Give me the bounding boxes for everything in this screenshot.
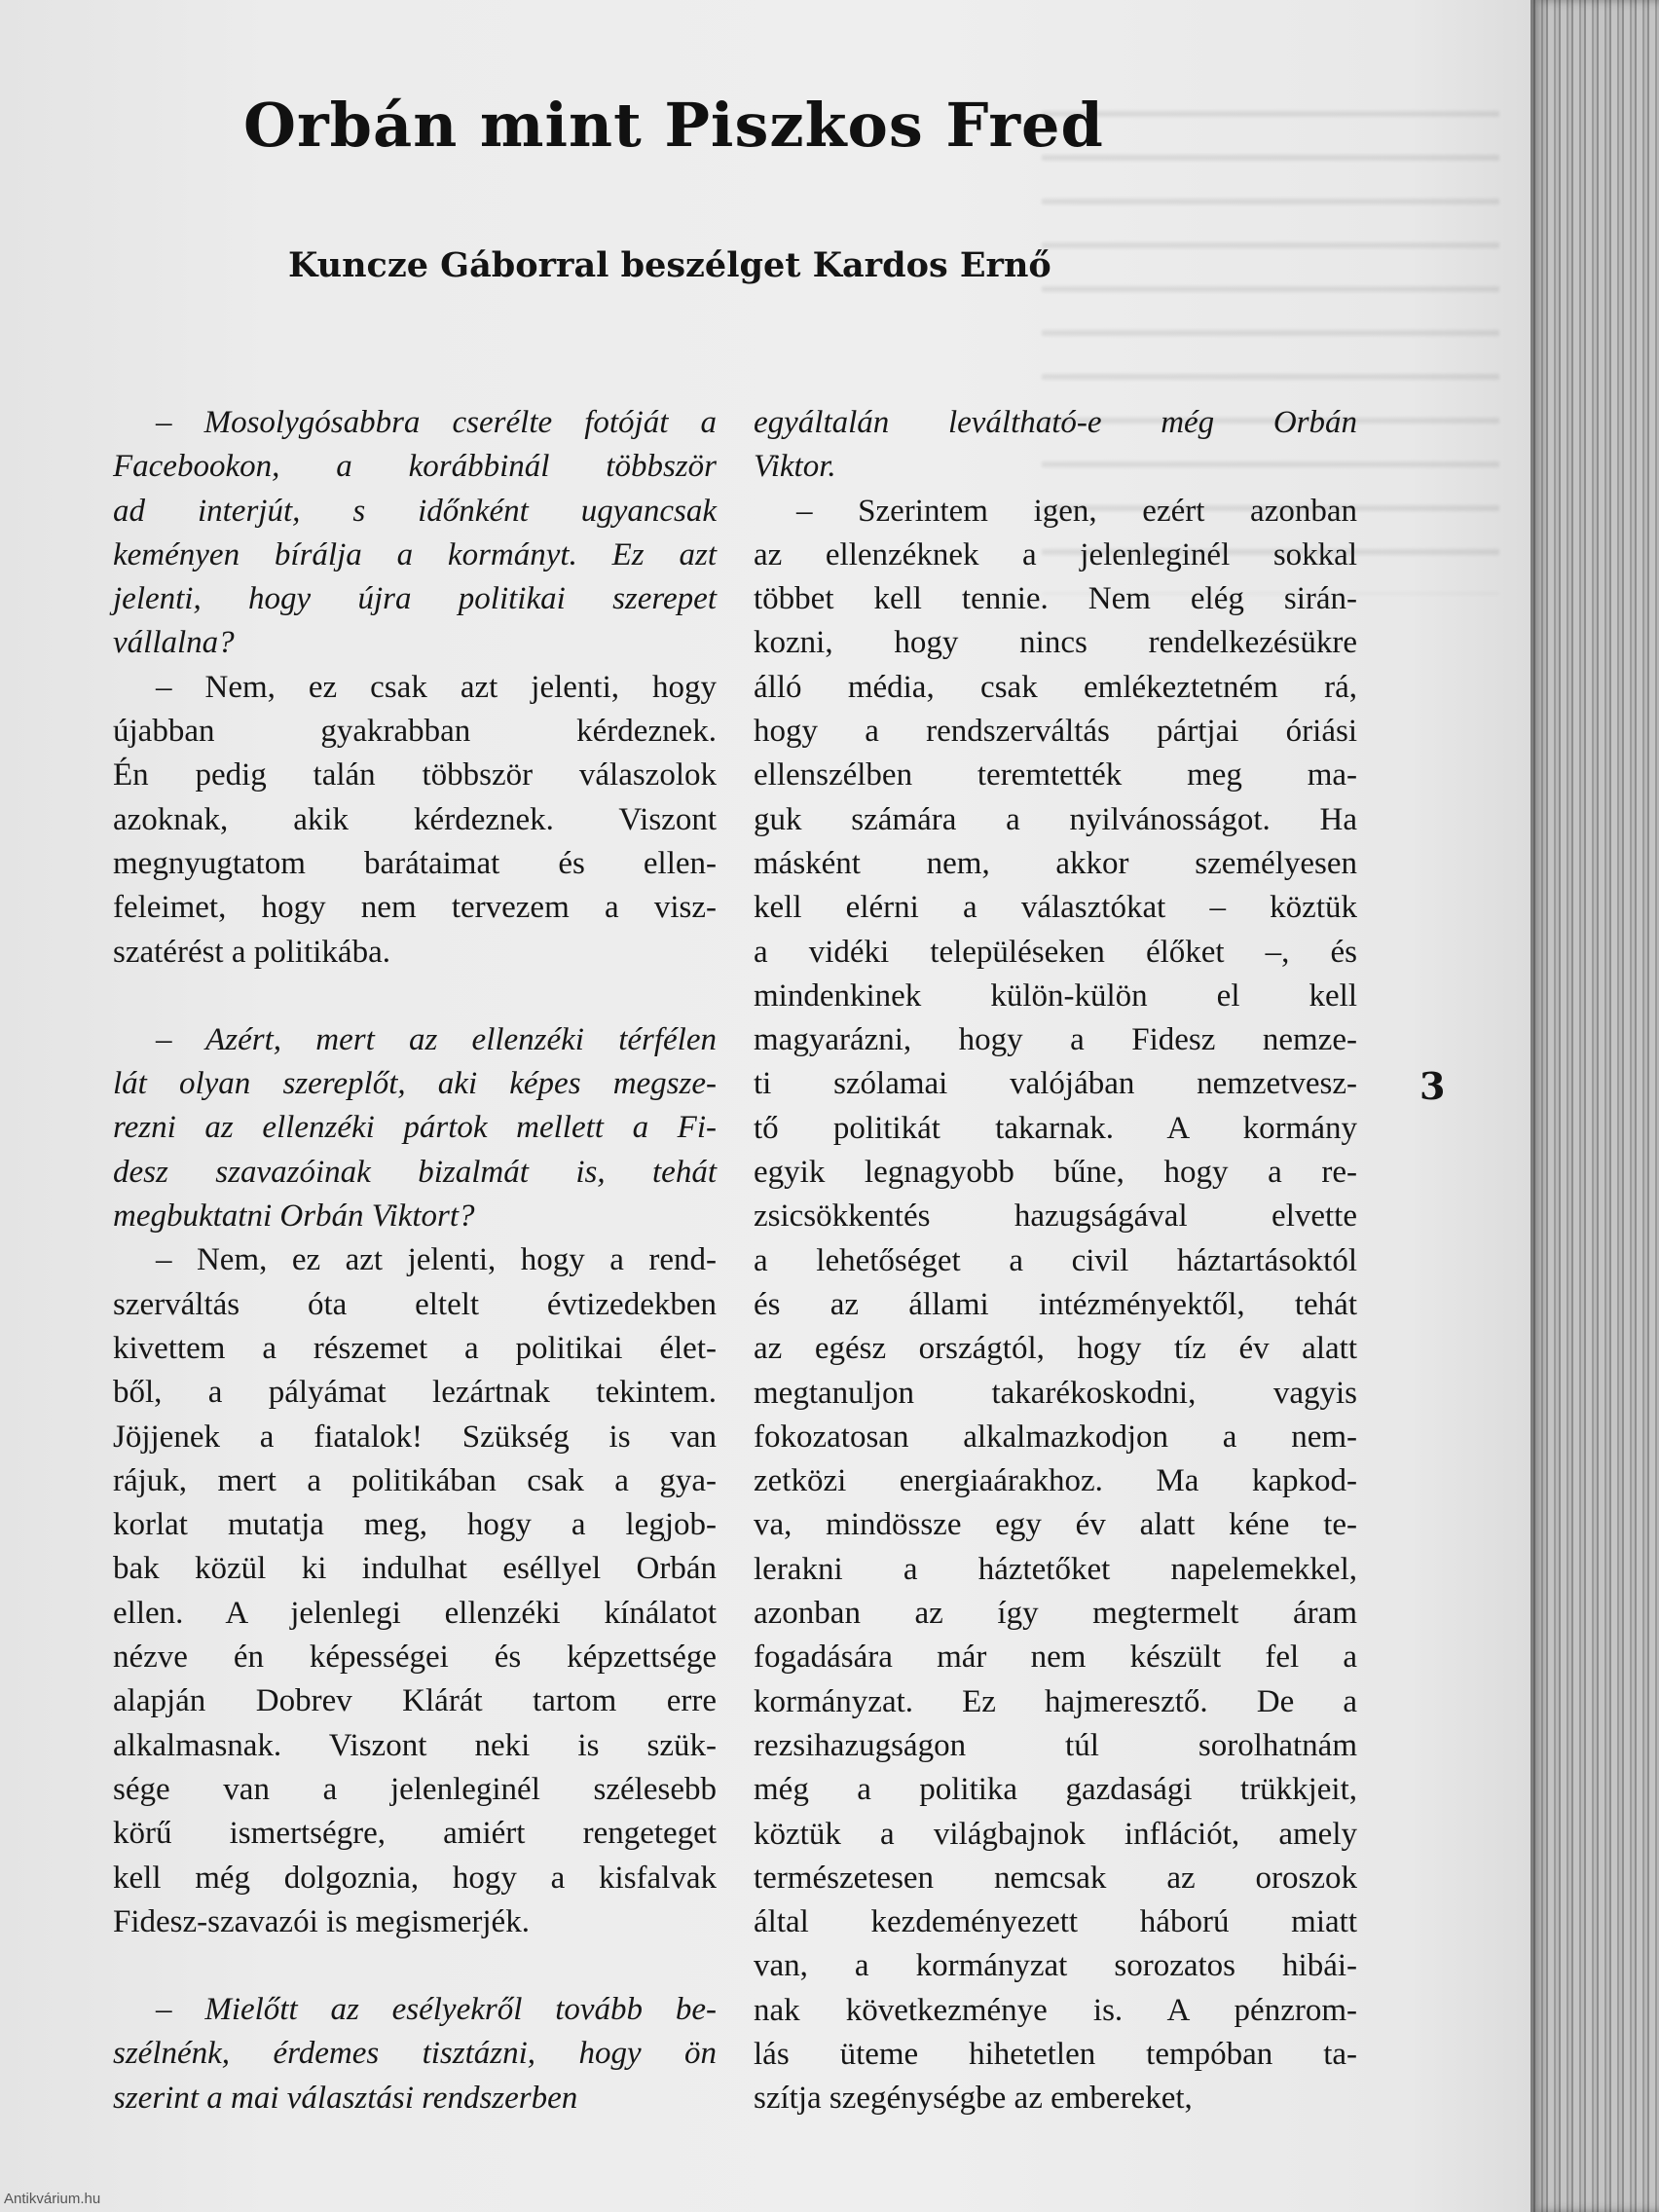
right-text-column (754, 401, 1357, 2121)
text-line: ad interjút, s időnként ugyancsak (113, 493, 717, 529)
page-edge-background (1530, 0, 1659, 2212)
text-line: tő politikát takarnak. A kormány (754, 1110, 1357, 1146)
text-line: kormányzat. Ez hajmeresztő. De a (754, 1683, 1357, 1719)
text-line: azonban az így megtermelt áram (754, 1596, 1357, 1632)
text-line: nézve én képességei és képzettsége (113, 1640, 717, 1676)
text-line: vállalna? (113, 625, 235, 661)
text-line: hogy a rendszerváltás pártjai óriási (754, 714, 1357, 750)
text-line: kell elérni a választókat – köztük (754, 890, 1357, 926)
text-line: Én pedig talán többször válaszolok (113, 757, 717, 793)
text-line: megtanuljon takarékoskodni, vagyis (754, 1375, 1357, 1411)
text-line: Viktor. (754, 449, 836, 485)
text-line: van, a kormányzat sorozatos hibái- (754, 1948, 1357, 1984)
text-line: fokozatosan alkalmazkodjon a nem- (754, 1419, 1357, 1455)
left-text-column (113, 401, 717, 2120)
page-number: 3 (1419, 1064, 1446, 1108)
text-line: megnyugtatom barátaimat és ellen- (113, 845, 717, 881)
text-line: zetközi energiaárakhoz. Ma kapkod- (754, 1463, 1357, 1499)
text-line: ből, a pályámat lezártnak tekintem. (113, 1375, 717, 1411)
text-line: azoknak, akik kérdeznek. Viszont (113, 801, 717, 837)
text-line: szerint a mai választási rendszerben (113, 2080, 578, 2116)
text-line: mindenkinek külön-külön el kell (754, 977, 1357, 1014)
text-line: körű ismertségre, amiért rengeteget (113, 1816, 717, 1852)
text-line: az ellenzéknek a jelenleginél sokkal (754, 536, 1357, 572)
text-line: alkalmasnak. Viszont neki is szük- (113, 1727, 717, 1763)
text-line: bak közül ki indulhat eséllyel Orbán (113, 1551, 717, 1587)
text-line: Facebookon, a korábbinál többször (113, 449, 717, 485)
interview-question (113, 1018, 717, 1238)
text-line: nak következménye is. A pénzrom- (754, 1992, 1357, 2028)
interview-answer (113, 1238, 717, 1944)
text-line: és az állami intézményektől, tehát (754, 1286, 1357, 1322)
text-line: megbuktatni Orbán Viktort? (113, 1198, 475, 1235)
text-line: másként nem, akkor személyesen (754, 845, 1357, 881)
watermark: Antikvárium.hu (4, 2191, 101, 2207)
text-line: újabban gyakrabban kérdeznek. (113, 714, 717, 750)
text-line: egyik legnagyobb bűne, hogy a re- (754, 1155, 1357, 1191)
text-line: Fidesz-szavazói is megismerjék. (113, 1903, 530, 1939)
text-line: ti szólamai valójában nemzetvesz- (754, 1066, 1357, 1102)
text-line: szítja szegénységbe az embereket, (754, 2081, 1193, 2117)
text-line: magyarázni, hogy a Fidesz nemze- (754, 1022, 1357, 1058)
text-line: által kezdeményezett háború miatt (754, 1904, 1357, 1940)
text-line: desz szavazóinak bizalmát is, tehát (113, 1154, 717, 1190)
article-title: Orbán mint Piszkos Fred (243, 90, 1104, 161)
interview-question (754, 401, 1357, 490)
text-line: feleimet, hogy nem tervezem a visz- (113, 890, 717, 926)
text-line: egyáltalán leváltható-e még Orbán (754, 405, 1357, 440)
text-line: szélnénk, érdemes tisztázni, hogy ön (113, 2036, 717, 2072)
text-line: ellen. A jelenlegi ellenzéki kínálatot (113, 1595, 717, 1631)
text-line: többet kell tennie. Nem elég sirán- (754, 581, 1357, 617)
text-line: lát olyan szereplőt, aki képes megsze- (113, 1066, 717, 1102)
text-line: ellenszélben teremtették meg ma- (754, 757, 1357, 793)
text-line: – Mielőtt az esélyekről tovább be- (156, 1992, 717, 2028)
text-line: szerváltás óta eltelt évtizedekben (113, 1286, 717, 1322)
text-line: keményen bírálja a kormányt. Ez azt (113, 536, 717, 572)
text-line: Jöjjenek a fiatalok! Szükség is van (113, 1419, 717, 1455)
text-line: álló média, csak emlékeztetném rá, (754, 669, 1357, 705)
text-line: a lehetőséget a civil háztartásoktól (754, 1242, 1357, 1278)
text-line: alapján Dobrev Klárát tartom erre (113, 1683, 717, 1719)
text-line: lerakni a háztetőket napelemekkel, (754, 1551, 1357, 1587)
text-line: rezni az ellenzéki pártok mellett a Fi- (113, 1110, 717, 1146)
text-line: természetesen nemcsak az oroszok (754, 1860, 1357, 1896)
text-line: – Nem, ez csak azt jelenti, hogy (156, 669, 717, 705)
text-line: – Azért, mert az ellenzéki térfélen (156, 1021, 717, 1057)
text-line: szatérést a politikába. (113, 934, 390, 970)
text-line: sége van a jelenleginél szélesebb (113, 1771, 717, 1807)
interview-question (113, 1988, 717, 2120)
text-line: rájuk, mert a politikában csak a gya- (113, 1462, 717, 1498)
text-line: kivettem a részemet a politikai élet- (113, 1330, 717, 1366)
interview-answer (113, 666, 717, 975)
text-line: va, mindössze egy év alatt kéne te- (754, 1507, 1357, 1543)
text-line: kozni, hogy nincs rendelkezésükre (754, 625, 1357, 661)
interview-answer (754, 490, 1357, 2121)
text-line: rezsihazugságon túl sorolhatnám (754, 1727, 1357, 1763)
article-subtitle: Kuncze Gáborral beszélget Kardos Ernő (288, 245, 1051, 285)
text-line: az egész országtól, hogy tíz év alatt (754, 1331, 1357, 1367)
text-line: köztük a világbajnok inflációt, amely (754, 1816, 1357, 1852)
text-line: zsicsökkentés hazugságával elvette (754, 1198, 1357, 1235)
text-line: a vidéki településeken élőket –, és (754, 934, 1357, 970)
text-line: lás üteme hihetetlen tempóban ta- (754, 2036, 1357, 2072)
text-line: korlat mutatja meg, hogy a legjob- (113, 1507, 717, 1543)
text-line: jelenti, hogy újra politikai szerepet (113, 581, 717, 617)
text-line: fogadására már nem készült fel a (754, 1640, 1357, 1676)
text-line: kell még dolgoznia, hogy a kisfalvak (113, 1860, 717, 1896)
text-line: még a politika gazdasági trükkjeit, (754, 1772, 1357, 1808)
text-line: guk számára a nyilvánosságot. Ha (754, 801, 1357, 837)
text-line: – Mosolygósabbra cserélte fotóját a (156, 405, 717, 440)
text-line: – Nem, ez azt jelenti, hogy a rend- (156, 1242, 717, 1278)
text-line: – Szerintem igen, ezért azonban (796, 493, 1357, 529)
interview-question (113, 401, 717, 666)
